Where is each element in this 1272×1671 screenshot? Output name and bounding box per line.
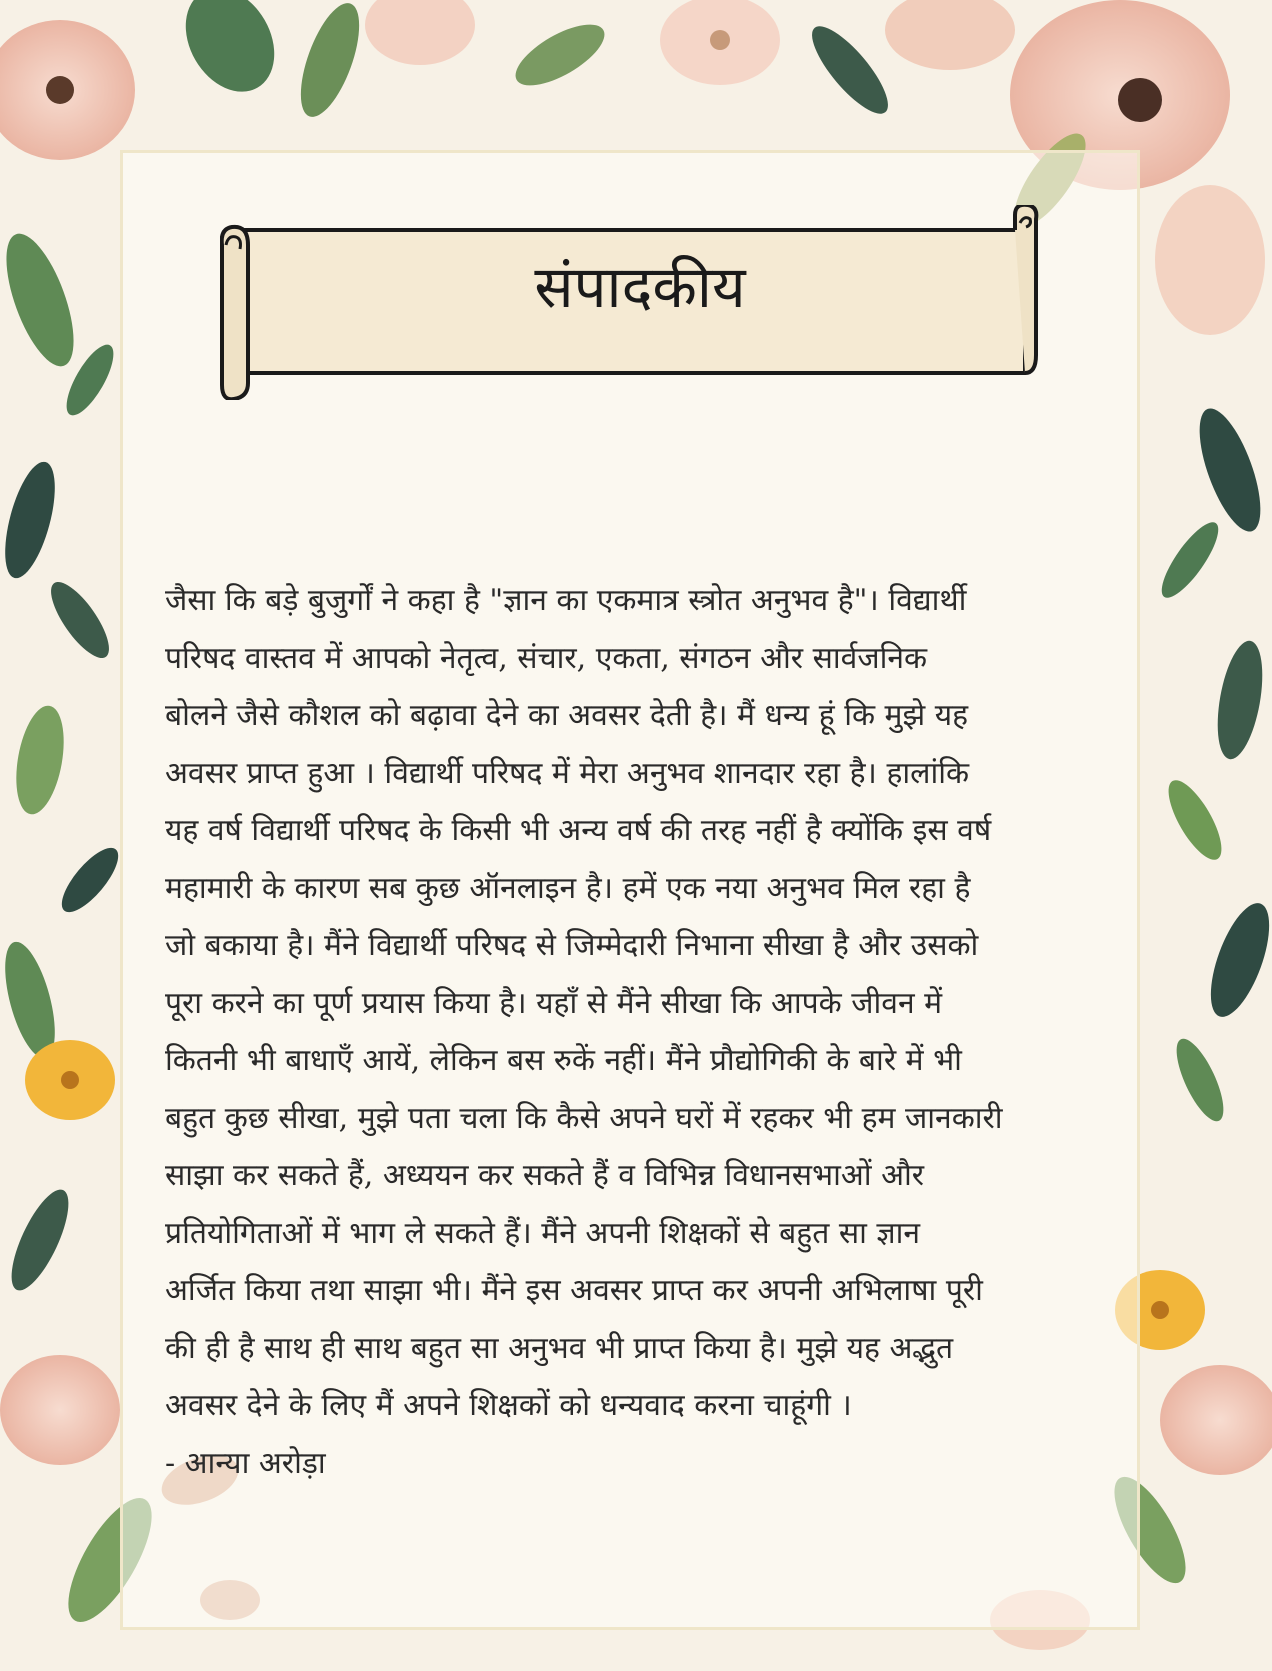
body-line: बोलने जैसे कौशल को बढ़ावा देने का अवसर देती है। मैं धन्य हूं कि मुझे यह [165, 698, 969, 733]
body-line: अवसर देने के लिए मैं अपने शिक्षकों को धन्यवाद करना चाहूंगी । [165, 1388, 852, 1423]
body-line: बहुत कुछ सीखा, मुझे पता चला कि कैसे अपने घरों में रहकर भी हम जानकारी [165, 1100, 1003, 1136]
body-line: कितनी भी बाधाएँ आयें, लेकिन बस रुकें नहीं। मैंने प्रौद्योगिकी के बारे में भी [165, 1043, 962, 1078]
body-line: अवसर प्राप्त हुआ । विद्यार्थी परिषद में मेरा अनुभव शानदार रहा है। हालांकि [165, 755, 970, 791]
signature: - आन्या अरोड़ा [165, 1445, 326, 1481]
editorial-body [165, 572, 1150, 1492]
body-line: यह वर्ष विद्यार्थी परिषद के किसी भी अन्य वर्ष की तरह नहीं है क्योंकि इस वर्ष [165, 813, 992, 848]
title-banner [220, 205, 1040, 400]
body-line: साझा कर सकते हैं, अध्ययन कर सकते हैं व विभिन्न विधानसभाओं और [165, 1158, 925, 1193]
body-line: परिषद वास्तव में आपको नेतृत्व, संचार, एकता, संगठन और सार्वजनिक [165, 640, 928, 676]
body-line: जैसा कि बड़े बुजुर्गों ने कहा है "ज्ञान का एकमात्र स्त्रोत अनुभव है"। विद्यार्थी [165, 583, 967, 618]
body-line: महामारी के कारण सब कुछ ऑनलाइन है। हमें एक नया अनुभव मिल रहा है [165, 870, 971, 906]
body-line: अर्जित किया तथा साझा भी। मैंने इस अवसर प्राप्त कर अपनी अभिलाषा पूरी [165, 1273, 983, 1308]
body-line: की ही है साथ ही साथ बहुत सा अनुभव भी प्राप्त किया है। मुझे यह अद्भुत [165, 1330, 954, 1366]
page-title: संपादकीय [534, 253, 746, 321]
body-line: प्रतियोगिताओं में भाग ले सकते हैं। मैंने अपनी शिक्षकों से बहुत सा ज्ञान [165, 1215, 921, 1251]
body-line: जो बकाया है। मैंने विद्यार्थी परिषद से जिम्मेदारी निभाना सीखा है और उसको [165, 928, 979, 963]
body-line: पूरा करने का पूर्ण प्रयास किया है। यहाँ से मैंने सीखा कि आपके जीवन में [165, 985, 943, 1021]
